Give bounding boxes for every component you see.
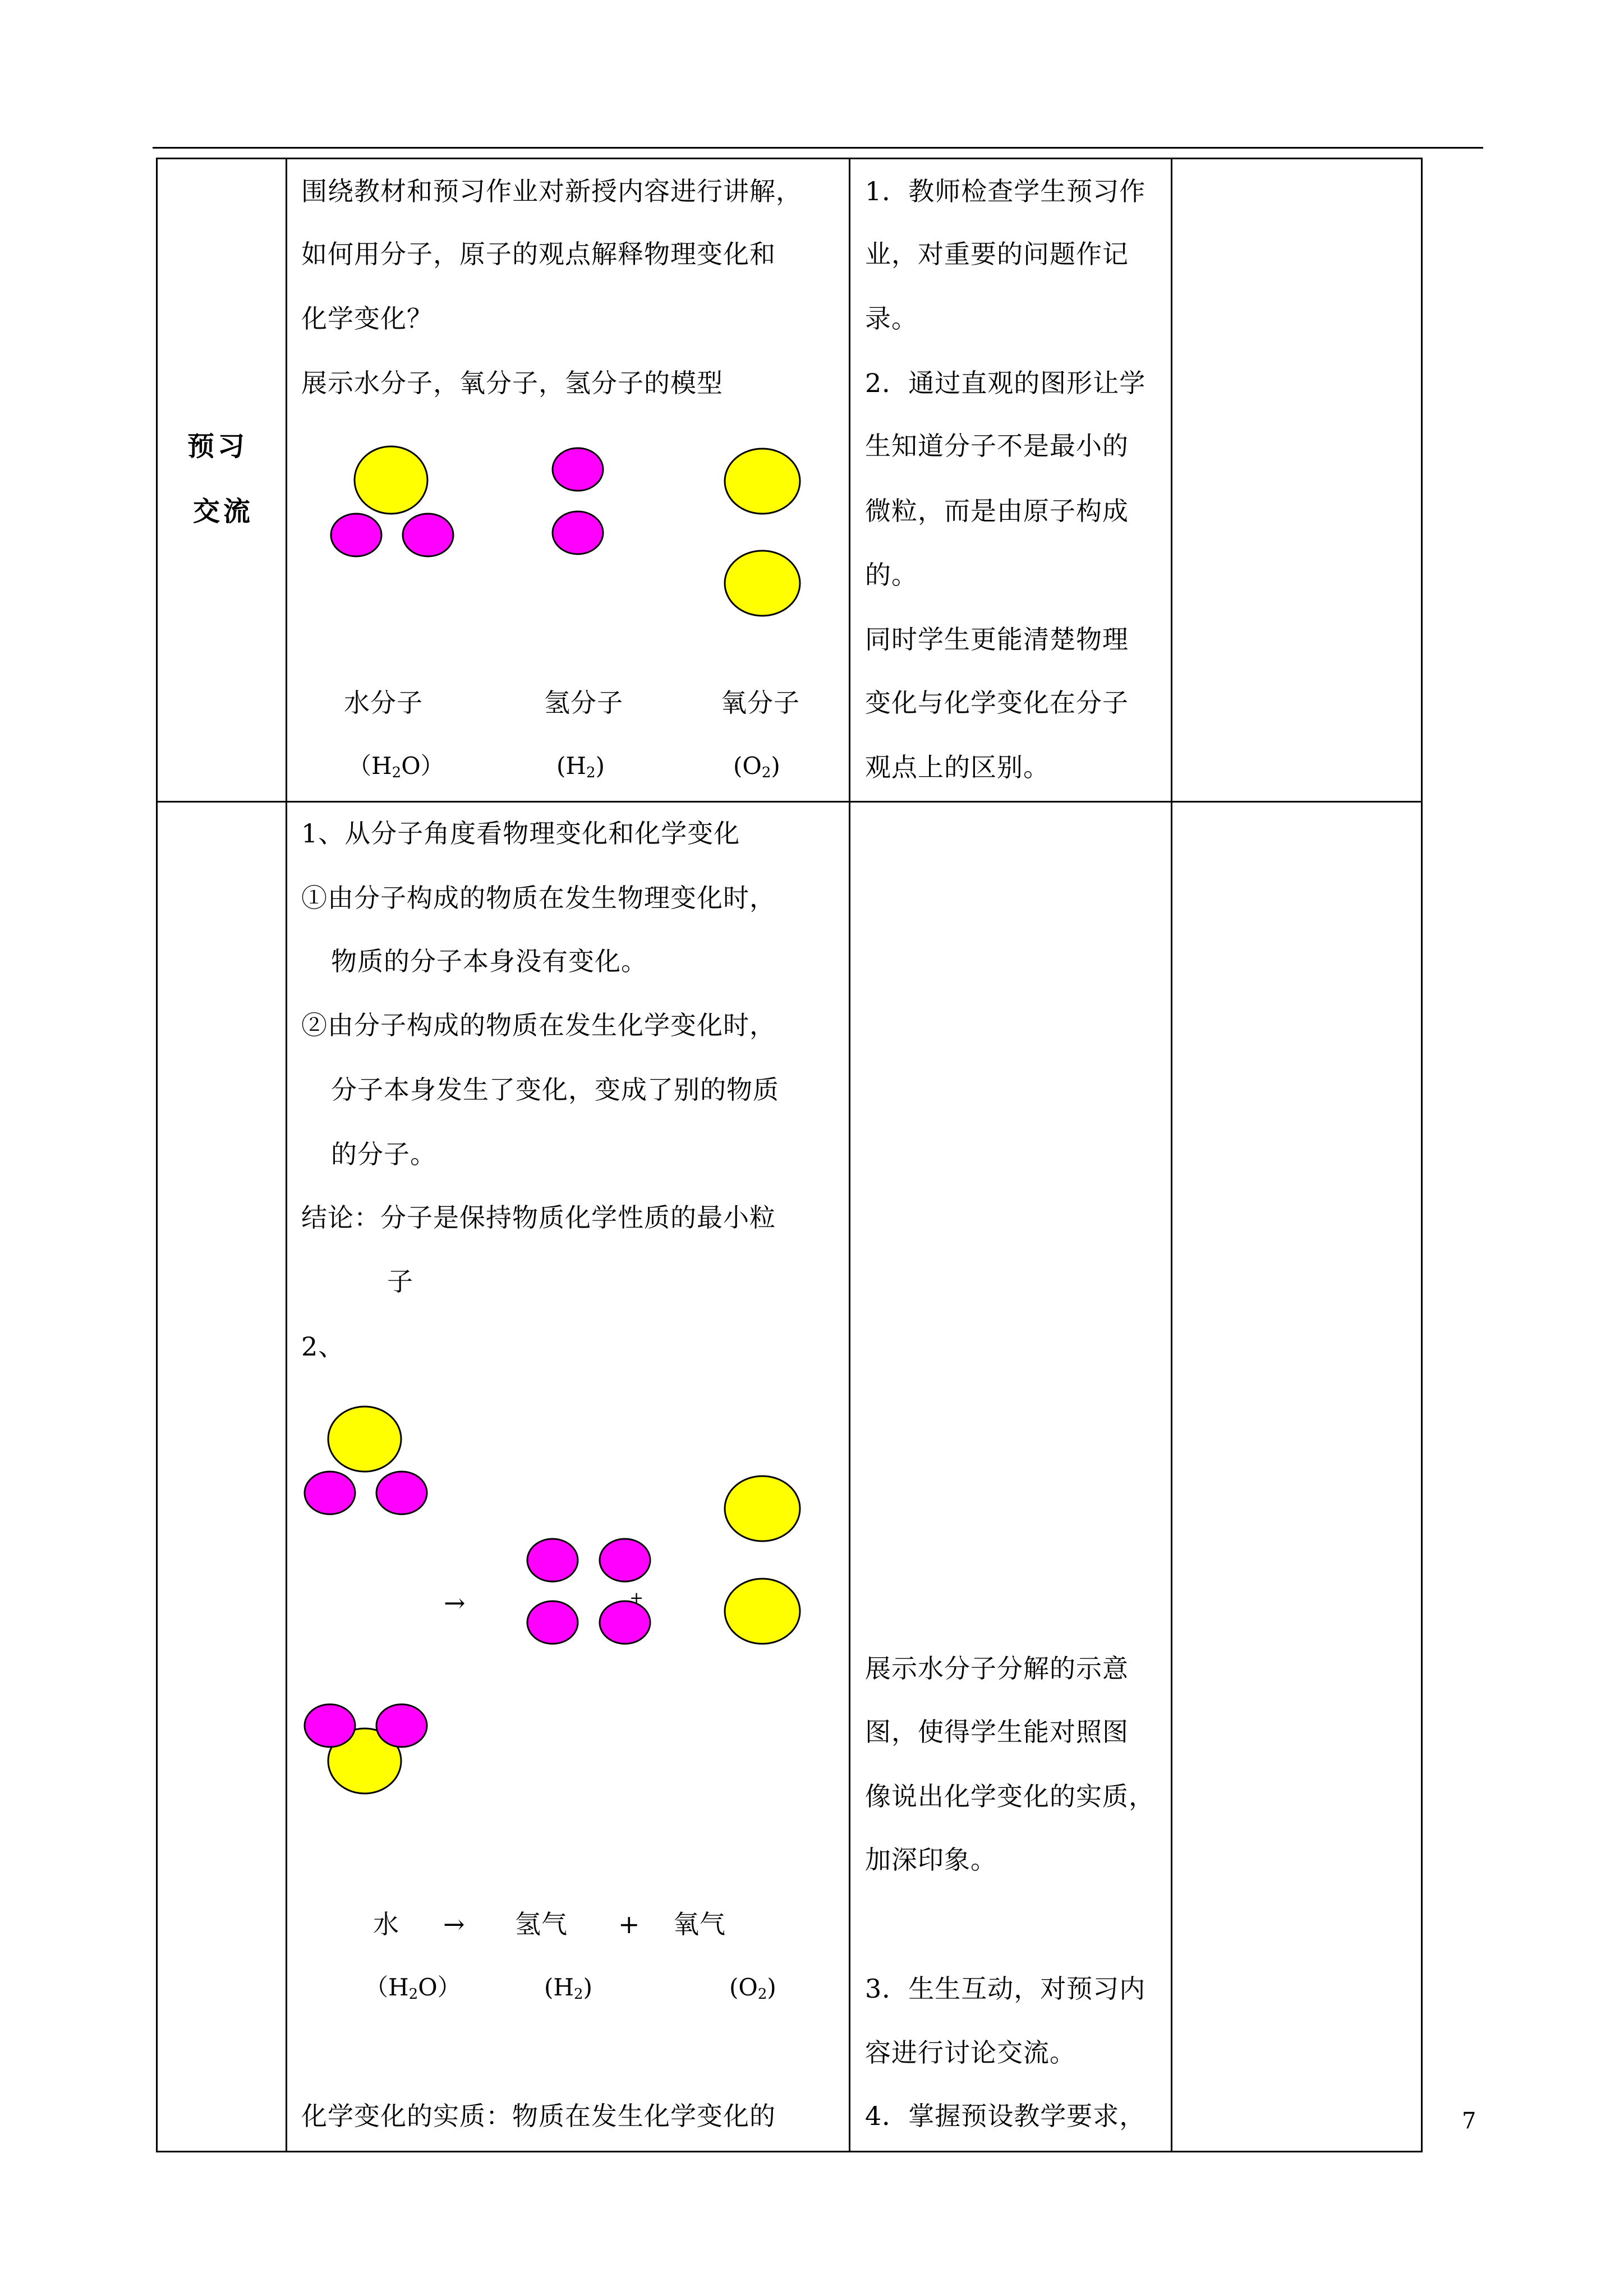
section2-note-line: 4．掌握预设教学要求，: [865, 2101, 1146, 2131]
section2-note-line: 3．生生互动，对预习内: [865, 1974, 1146, 2004]
section2-content-line: ②由分子构成的物质在发生化学变化时，: [301, 1010, 776, 1040]
section1-note-line: 微粒，而是由原子构成: [865, 496, 1129, 526]
section2-content-line: 2、: [301, 1331, 345, 1362]
oxygen-molecule-model: [725, 449, 800, 616]
section1-content-line: 如何用分子，原子的观点解释物理变化和: [301, 239, 776, 269]
oxygen-atom: [725, 1476, 800, 1541]
section2-content-line: 1、从分子角度看物理变化和化学变化: [301, 818, 740, 849]
reactant-water: 水: [373, 1909, 399, 1939]
hydrogen-atom: [553, 511, 603, 554]
section2-content-line: 结论：分子是保持物质化学性质的最小粒: [301, 1202, 776, 1233]
section2-note-line: 容进行讨论交流。: [865, 2037, 1076, 2068]
table-col-border-1: [156, 158, 158, 2152]
product-hydrogen: 氢气: [515, 1909, 568, 1939]
section1-note-line: 生知道分子不是最小的: [865, 431, 1129, 461]
equation-plus: +: [618, 1909, 641, 1939]
hydrogen-atom: [527, 1539, 578, 1582]
oxygen-atom: [355, 446, 427, 514]
section1-content-line: 化学变化？: [301, 303, 433, 334]
reaction-arrow-symbol: →: [444, 1588, 466, 1618]
oxygen-atom: [725, 1579, 800, 1644]
table-row-divider: [156, 801, 1423, 803]
hydrogen-atom: [527, 1601, 578, 1644]
hydrogen-atom: [331, 514, 381, 556]
section1-content-line: 围绕教材和预习作业对新授内容进行讲解，: [301, 176, 802, 206]
oxygen-molecule-model: [725, 1476, 800, 1644]
hydrogen-atom: [305, 1704, 355, 1747]
equation-arrow: →: [443, 1909, 466, 1939]
section2-content-line: 分子本身发生了变化，变成了别的物质: [331, 1075, 779, 1105]
section2-content-line: 的分子。: [331, 1139, 436, 1169]
table-col-border-3: [849, 158, 850, 2152]
water-molecule-model: [305, 1704, 427, 1794]
hydrogen-molecule-model: [553, 448, 603, 554]
molecule-models-diagram: [286, 432, 847, 634]
water-molecule-model: [331, 446, 453, 556]
section1-note-line: 的。: [865, 560, 918, 590]
section-label-line1: 预习: [187, 431, 249, 462]
product-hydrogen-formula: $(H_2)$: [544, 1974, 592, 2003]
hydrogen-atom: [376, 1472, 427, 1514]
section2-note-line: 加深印象。: [865, 1845, 997, 1875]
product-oxygen: 氧气: [673, 1909, 726, 1939]
page-number: 7: [1462, 2108, 1476, 2134]
hydrogen-atom: [376, 1704, 427, 1747]
section2-note-line: 图，使得学生能对照图: [865, 1717, 1129, 1747]
hydrogen-atom: [305, 1472, 355, 1514]
section1-note-line: 变化与化学变化在分子: [865, 688, 1129, 718]
model-formula-oxygen: $(O_2)$: [733, 752, 780, 781]
section1-note-line: 录。: [865, 303, 918, 334]
section2-note-line: 像说出化学变化的实质，: [865, 1781, 1155, 1811]
oxygen-atom: [725, 449, 800, 514]
section2-note-line: 展示水分子分解的示意: [865, 1653, 1129, 1684]
model-name-hydrogen: 氢分子: [544, 688, 623, 718]
hydrogen-atom: [403, 514, 453, 556]
section1-note-line: 观点上的区别。: [865, 752, 1050, 782]
oxygen-atom: [328, 1407, 401, 1472]
section1-note-line: 业，对重要的问题作记: [865, 239, 1129, 269]
model-formula-hydrogen: $(H_2)$: [556, 752, 605, 781]
section1-note-line: 2．通过直观的图形让学: [865, 368, 1146, 398]
section2-content-line: 子: [387, 1266, 413, 1297]
water-molecule-model: [305, 1407, 427, 1514]
reactant-formula: $(H_2O)$: [365, 1974, 461, 2003]
table-bottom-border: [156, 2151, 1423, 2152]
model-name-water: 水分子: [344, 688, 423, 718]
model-name-oxygen: 氧分子: [721, 688, 800, 718]
oxygen-atom: [725, 551, 800, 616]
header-rule: [153, 147, 1483, 149]
section2-content-line: ①由分子构成的物质在发生物理变化时，: [301, 883, 776, 913]
table-col-border-5: [1421, 158, 1423, 2152]
section2-final-line: 化学变化的实质：物质在发生化学变化的: [301, 2101, 776, 2131]
model-formula-water: $(H_2O)$: [348, 752, 444, 781]
reaction-plus-symbol: +: [629, 1588, 645, 1608]
table-top-border: [156, 158, 1423, 159]
section1-note-line: 同时学生更能清楚物理: [865, 624, 1129, 654]
hydrogen-atom: [600, 1539, 650, 1582]
section1-note-line: 1．教师检查学生预习作: [865, 176, 1146, 206]
water-decomposition-diagram: [286, 1391, 847, 1795]
product-oxygen-formula: $(O_2)$: [729, 1974, 776, 2003]
section1-content-line: 展示水分子，氧分子，氢分子的模型: [301, 368, 723, 398]
hydrogen-atom: [553, 448, 603, 491]
section2-content-line: 物质的分子本身没有变化。: [331, 946, 647, 976]
section-label-line2: 交流: [193, 496, 254, 527]
table-col-border-4: [1171, 158, 1172, 2152]
